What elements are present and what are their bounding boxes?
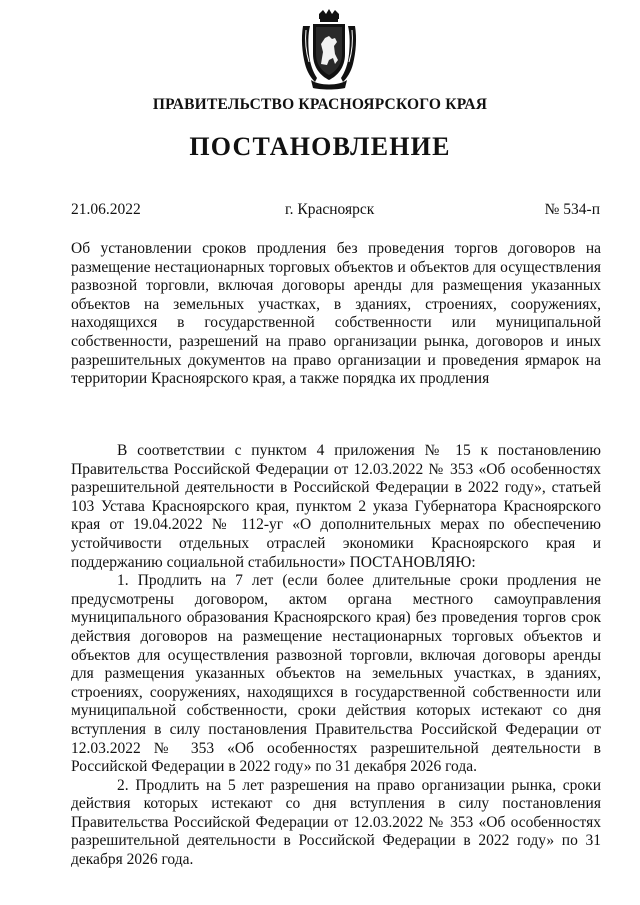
clause-2-paragraph: 2. Продлить на 5 лет разрешения на право организации рынка, сроки действия которых истекают со дня вступления в силу постановления Правительства Российской Федерации от 12.03.2022 № 353 «Об особенностях разрешительной деятельности в Российской Федерации в 2022 году» по 31 декабря 2026 года. — [71, 776, 601, 869]
document-subject: Об установлении сроков продления без проведения торгов договоров на размещение нестационарных торговых объектов и объектов для осуществления развозной торговли, включая договоры аренды для размещения указанных объектов на земельных участках, в зданиях, строениях, сооружениях, находящихся в государственной собственности или муниципальной собственности, разрешений на право организации рынка, договоров и иных разрешительных документов на право организации и проведения ярмарок на территории Красноярского края, а также порядка их продления — [71, 240, 601, 388]
document-date: 21.06.2022 — [71, 201, 141, 218]
government-title: ПРАВИТЕЛЬСТВО КРАСНОЯРСКОГО КРАЯ — [152, 96, 488, 113]
document-number: № 534-п — [544, 201, 600, 218]
clause-1-paragraph: 1. Продлить на 7 лет (если более длительные сроки продления не предусмотрены договором, актом органа местного самоуправления муниципального образования Красноярского края) без проведения торгов срок действия договоров на размещение нестационарных торговых объектов и объектов для осуществления развозной торговли, включая договоры аренды для размещения указанных объектов на земельных участках, в зданиях, строениях, сооружениях, находящихся в государственной собственности или муниципальной собственности, сроки действия которых истекают со дня вступления в силу постановления Правительства Российской Федерации от 12.03.2022 № 353 «Об особенностях разрешительной деятельности в Российской Федерации в 2022 году» по 31 декабря 2026 года. — [71, 572, 601, 776]
coat-of-arms-emblem-icon — [299, 8, 359, 90]
document-body — [71, 442, 601, 870]
document-type-title: ПОСТАНОВЛЕНИЕ — [189, 132, 451, 161]
preamble-paragraph: В соответствии с пунктом 4 приложения № 15 к постановлению Правительства Российской Федерации от 12.03.2022 № 353 «Об особенностях разрешительной деятельности в Российской Федерации в 2022 году», статьей 103 Устава Красноярского края, пунктом 2 указа Губернатора Красноярского края от 19.04.2022 № 112-уг «О дополнительных мерах по обеспечению устойчивости отдельных отраслей экономики Красноярского края и поддержанию социальной стабильности» ПОСТАНОВЛЯЮ: — [71, 442, 601, 571]
document-city: г. Красноярск — [285, 201, 375, 218]
